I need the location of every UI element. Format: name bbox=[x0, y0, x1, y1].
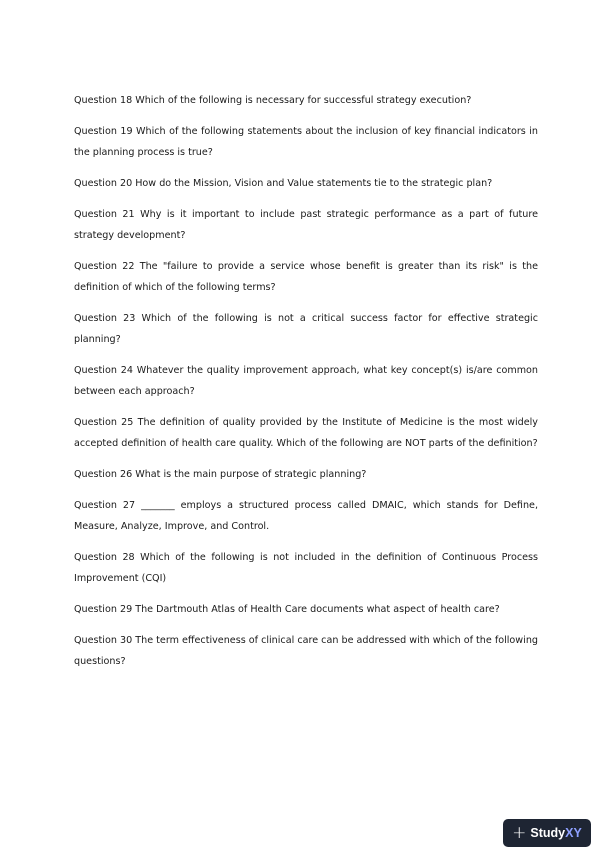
question-18: Question 18 Which of the following is necessary for successful strategy execution? bbox=[74, 95, 472, 106]
question-26: Question 26 What is the main purpose of strategic planning? bbox=[74, 469, 367, 480]
question-20: Question 20 How do the Mission, Vision and Value statements tie to the strategic plan? bbox=[74, 178, 493, 189]
logo-text-xy: XY bbox=[565, 825, 582, 840]
question-list bbox=[74, 90, 538, 682]
question-21: Question 21 Why is it important to include past strategic performance as a part of future strategy development? bbox=[74, 209, 538, 241]
question-25: Question 25 The definition of quality provided by the Institute of Medicine is the most widely accepted definition of health care quality. Which of the following are NOT parts of the definition? bbox=[74, 417, 538, 449]
question-29: Question 29 The Dartmouth Atlas of Health Care documents what aspect of health care? bbox=[74, 604, 500, 615]
question-28: Question 28 Which of the following is not included in the definition of Continuous Process Improvement (CQI) bbox=[74, 552, 538, 584]
question-23: Question 23 Which of the following is not a critical success factor for effective strategic planning? bbox=[74, 313, 538, 345]
studyxy-logo bbox=[503, 819, 591, 847]
question-24: Question 24 Whatever the quality improvement approach, what key concept(s) is/are common between each approach? bbox=[74, 365, 538, 397]
logo-wordmark bbox=[530, 827, 581, 840]
question-19: Question 19 Which of the following statements about the inclusion of key financial indicators in the planning process is true? bbox=[74, 126, 538, 158]
logo-text-study: Study bbox=[530, 825, 566, 840]
question-27: Question 27 _______ employs a structured process called DMAIC, which stands for Define, Measure, Analyze, Improve, and Control. bbox=[74, 500, 538, 532]
question-30: Question 30 The term effectiveness of clinical care can be addressed with which of the following questions? bbox=[74, 635, 538, 667]
question-22: Question 22 The "failure to provide a service whose benefit is greater than its risk" is the definition of which of the following terms? bbox=[74, 261, 538, 293]
plus-icon: + bbox=[512, 822, 527, 843]
